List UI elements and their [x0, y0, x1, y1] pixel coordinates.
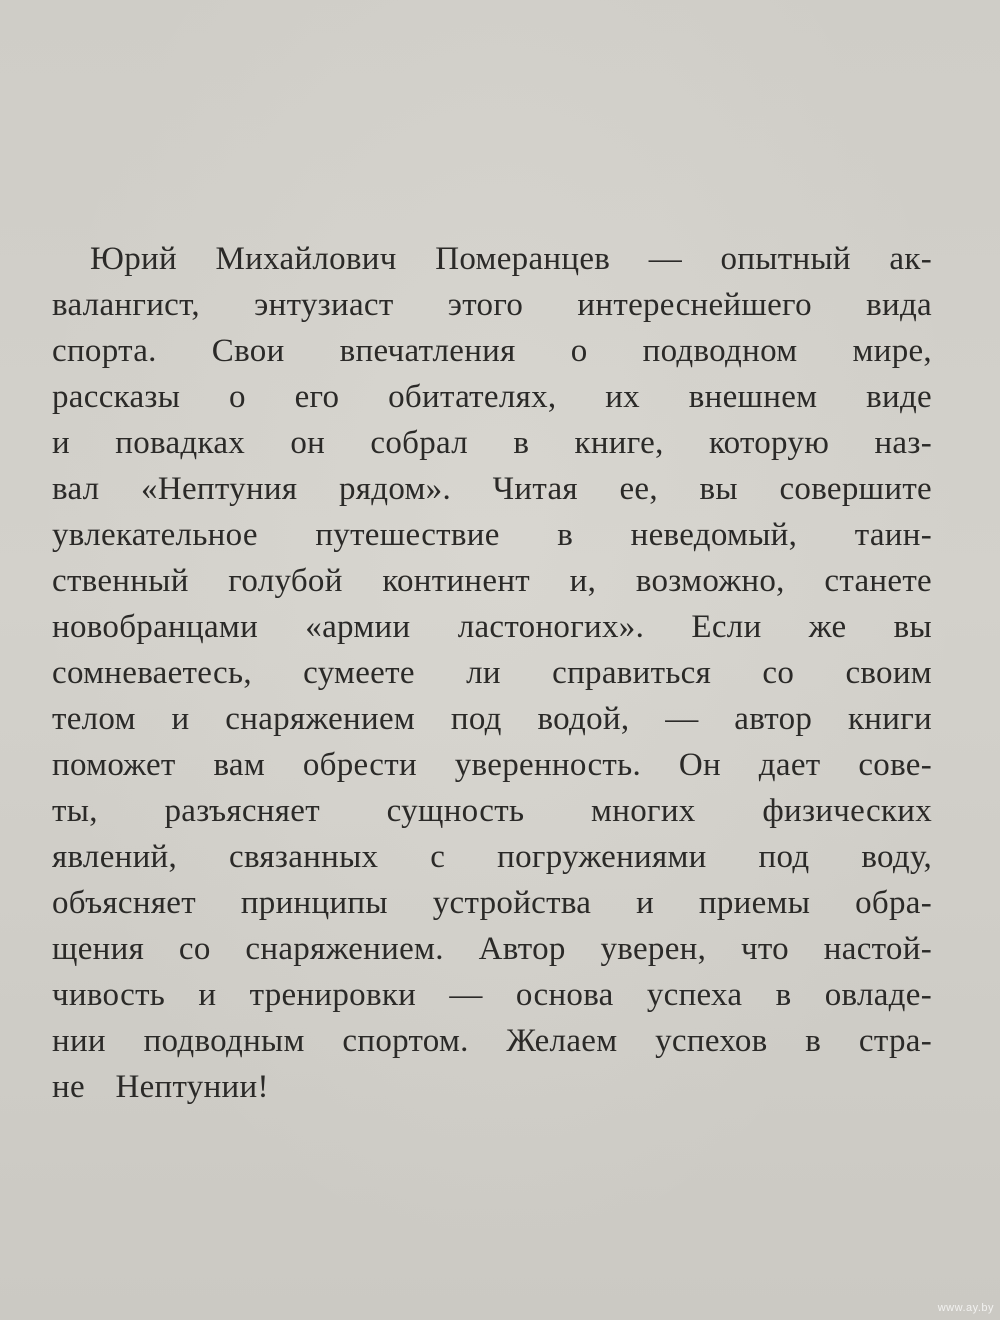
paragraph-line: рассказы о его обитателях, их внешнем виде: [52, 379, 932, 415]
annotation-paragraph: [52, 236, 932, 1110]
paragraph-line: поможет вам обрести уверенность. Он дает сове-: [52, 747, 932, 783]
paragraph-line: новобранцами «армии ластоногих». Если же вы: [52, 609, 932, 645]
paragraph-line: сомневаетесь, сумеете ли справиться со своим: [52, 655, 932, 691]
paragraph-line: нии подводным спортом. Желаем успехов в стра-: [52, 1023, 932, 1059]
paragraph-line: валангист, энтузиаст этого интереснейшего вида: [52, 287, 932, 323]
paragraph-line: телом и снаряжением под водой, — автор книги: [52, 701, 932, 737]
paragraph-line: увлекательное путешествие в неведомый, таин-: [52, 517, 932, 553]
paragraph-line: щения со снаряжением. Автор уверен, что настой-: [52, 931, 932, 967]
watermark: www.ay.by: [937, 1302, 994, 1314]
paragraph-line: ственный голубой континент и, возможно, станете: [52, 563, 932, 599]
paragraph-line: ты, разъясняет сущность многих физических: [52, 793, 932, 829]
paragraph-line: Юрий Михайлович Померанцев — опытный ак-: [90, 241, 932, 277]
paragraph-line: не Нептунии!: [52, 1069, 269, 1105]
paragraph-line: чивость и тренировки — основа успеха в овладе-: [52, 977, 932, 1013]
paragraph-line: явлений, связанных с погружениями под воду,: [52, 839, 932, 875]
paragraph-line: вал «Нептуния рядом». Читая ее, вы совершите: [52, 471, 932, 507]
paragraph-line: спорта. Свои впечатления о подводном мире,: [52, 333, 932, 369]
paragraph-line: объясняет принципы устройства и приемы обра-: [52, 885, 932, 921]
paragraph-line: и повадках он собрал в книге, которую наз-: [52, 425, 932, 461]
